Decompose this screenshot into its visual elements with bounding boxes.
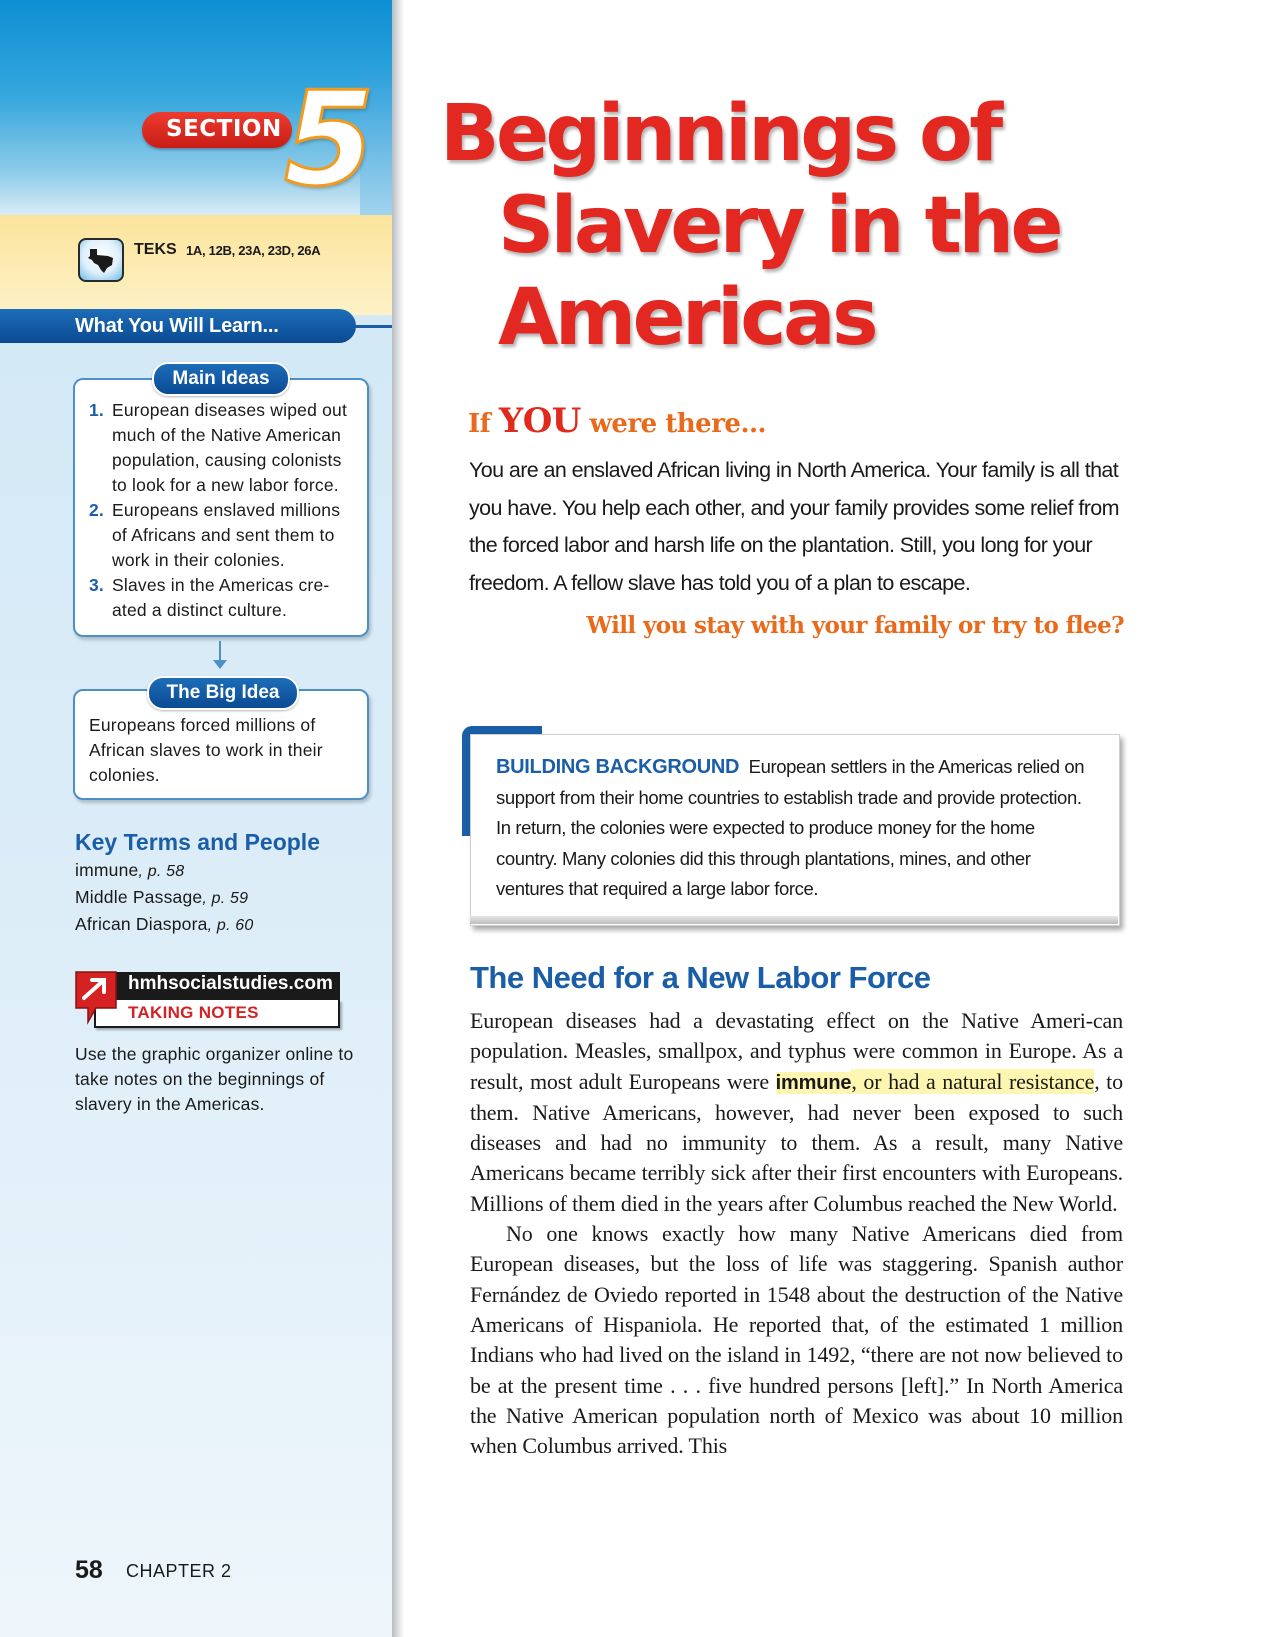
title-line: Beginnings of (440, 89, 1000, 179)
key-term (75, 887, 248, 908)
list-item (89, 573, 355, 623)
main-idea-text: European diseases wiped out much of the Native American population, causing colonists to look for a new labor force. (112, 400, 348, 495)
list-number: 2. (89, 500, 104, 520)
background-box-bottom-edge (470, 916, 1118, 924)
key-term-name: Middle Passage (75, 887, 203, 907)
paragraph: No one knows exactly how many Native Americans died from European diseases, but the loss of life was staggering. Spanish author Fernández de Oviedo reported in 1548 about the destruction of the Native Americans of Hispaniola. He reported that, of the estimated 1 million Indians who had lived on the island in 1492, “there are not now believed to be at the present time . . . five hundred persons [left].” In North America the Native American population north of Mexico was about 10 million when Columbus arrived. This (470, 1221, 1123, 1459)
list-number: 1. (89, 400, 104, 420)
scenario-text: You are an enslaved African living in North America. Your family is all that you have. You help each other, and your family provides some relief from the forced labor and harsh life on the plantation. Still, you long for your freedom. A fellow slave has told you of a plan to escape. (469, 458, 1119, 595)
external-link-icon[interactable] (74, 968, 118, 1026)
key-term-name: immune (75, 860, 139, 880)
sidebar-edge-shadow (392, 0, 404, 1637)
title-line: Slavery in the (498, 181, 1060, 271)
key-term-immune: immune (775, 1071, 852, 1094)
big-idea-title: The Big Idea (147, 676, 299, 710)
heading-rest: were there... (589, 409, 767, 439)
arrow-down-icon (213, 660, 227, 669)
teks-band (0, 215, 392, 315)
organizer-instructions: Use the graphic organizer online to take notes on the beginnings of slavery in the Americas. (75, 1044, 354, 1114)
texas-icon (78, 238, 124, 282)
title-line: Americas (498, 273, 876, 363)
main-idea-text: Europeans enslaved millions of Africans and sent them to work in their colonies. (112, 500, 341, 570)
teks-label: TEKS (134, 241, 177, 258)
key-term-page: , p. 59 (202, 890, 249, 907)
if-you-were-there-heading (468, 401, 766, 441)
list-item (89, 398, 355, 498)
chapter-label: CHAPTER 2 (126, 1561, 232, 1581)
main-ideas-box (73, 378, 369, 637)
building-background-label: BUILDING BACKGROUND (496, 756, 740, 778)
building-background-text (496, 752, 1100, 905)
key-term-page: , p. 60 (207, 917, 254, 934)
key-term (75, 860, 184, 881)
big-idea-text: Europeans forced millions of African slaves to work in their colonies. (89, 715, 323, 785)
key-term (75, 914, 253, 935)
body-text (470, 1006, 1123, 1461)
paragraph (470, 1006, 1123, 1219)
scenario-question: Will you stay with your family or try to flee? (586, 612, 1124, 639)
paragraph-text: European diseases had a devastating effect on the Native Ameri-can population. Measles, smallpox, and typhus were common in Europe. As a result, most adult Europeans were (470, 1008, 1123, 1094)
section-label: SECTION (166, 116, 282, 142)
paragraph-text: , to them. Native Americans, however, had never been exposed to such diseases and had no immunity to them. As a result, many Native Americans became terribly sick after their first encounters with Europeans. Millions of them died in the years after Columbus reached the New World. (470, 1068, 1123, 1216)
key-term-page: , p. 58 (138, 863, 185, 880)
key-terms-heading: Key Terms and People (75, 829, 320, 855)
key-term-name: African Diaspora (75, 914, 208, 934)
building-background-body: European settlers in the Americas relied on support from their home countries to establish trade and provide protection. In return, the colonies were expected to produce money for the home country. Many colonies did this through plantations, mines, and other ventures that required a large labor force. (496, 756, 1085, 899)
section-heading: The Need for a New Labor Force (470, 960, 931, 995)
online-link[interactable]: hmhsocialstudies.com (128, 973, 333, 994)
heading-you: YOU (498, 401, 581, 441)
main-idea-text: Slaves in the Americas cre-ated a distinct culture. (112, 575, 330, 620)
section-number: 5 (284, 63, 375, 215)
teks-codes: 1A, 12B, 23A, 23D, 26A (186, 243, 321, 258)
what-you-will-learn-heading: What You Will Learn... (75, 315, 279, 337)
heading-if: If (468, 409, 491, 439)
taking-notes-label[interactable]: TAKING NOTES (128, 1003, 259, 1022)
term-definition: , or had a natural resistance (851, 1068, 1095, 1094)
list-item (89, 498, 355, 573)
main-ideas-title: Main Ideas (152, 362, 290, 396)
page-number: 58 (75, 1556, 103, 1584)
list-number: 3. (89, 575, 104, 595)
page-title (440, 88, 1160, 364)
main-ideas-list (89, 398, 355, 623)
